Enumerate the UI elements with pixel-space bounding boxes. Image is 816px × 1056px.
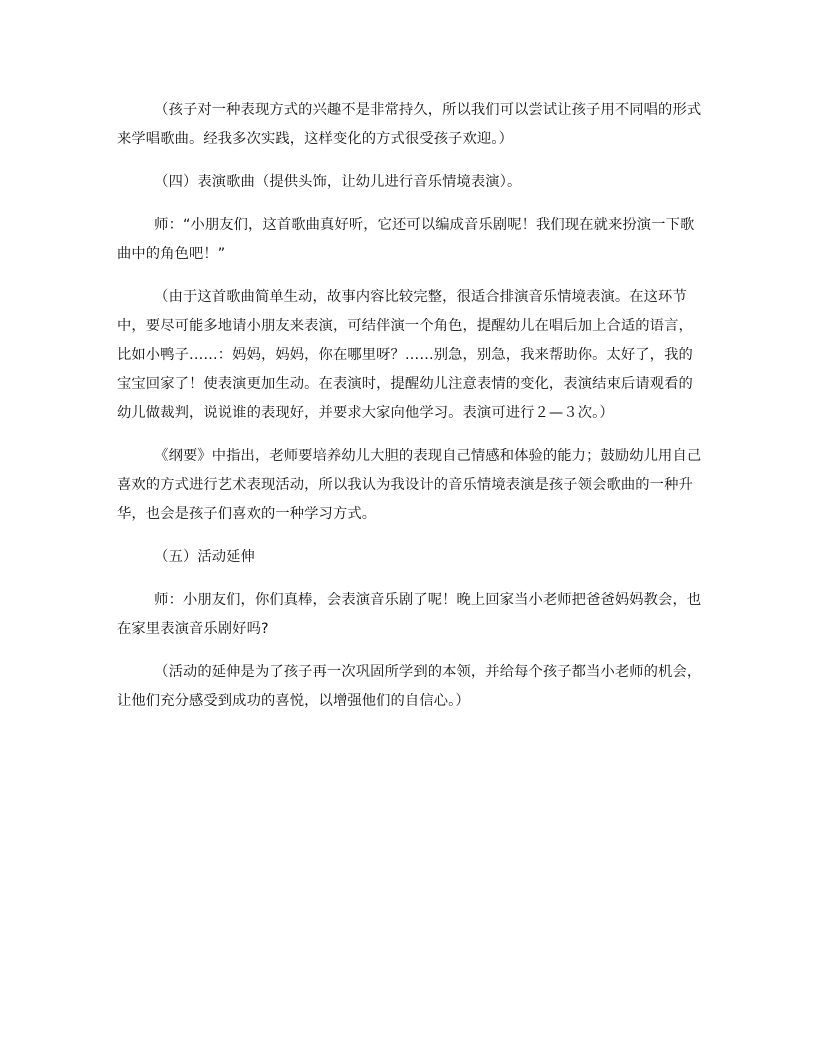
- paragraph-note-extension: （活动的延伸是为了孩子再一次巩固所学到的本领，并给每个孩子都当小老师的机会，让他们充分感受到成功的喜悦，以增强他们的自信心。）: [117, 664, 702, 709]
- paragraph-teacher-musical: 师：“小朋友们，这首歌曲真好听，它还可以编成音乐剧呢！我们现在就来扮演一下歌曲中的角色吧！”: [117, 217, 695, 262]
- section-heading-extension: （五）活动延伸: [154, 549, 255, 565]
- paragraph-teacher-home: 师：小朋友们，你们真棒，会表演音乐剧了呢！晚上回家当小老师把爸爸妈妈教会，也在家里表演音乐剧好吗?: [117, 592, 702, 637]
- section-heading-perform-song: （四）表演歌曲（提供头饰，让幼儿进行音乐情境表演）。: [154, 174, 522, 190]
- paragraph-note-performance: （由于这首歌曲简单生动，故事内容比较完整，很适合排演音乐情境表演。在这环节中，要尽可能多地请小朋友来表演，可结伴演一个角色，提醒幼儿在唱后加上合适的语言，比如小鸭子……：妈妈，妈妈，你在哪里呀？……别急，别急，我来帮助你。太好了，我的宝宝回家了！使表演更加生动。在表演时，提醒幼儿注意表情的变化，表演结束后请观看的幼儿做裁判，说说谁的表现好，并要求大家向他学习。表演可进行２—３次。）: [117, 289, 693, 421]
- paragraph-guideline: 《纲要》中指出，老师要培养幼儿大胆的表现自己情感和体验的能力；鼓励幼儿用自己喜欢的方式进行艺术表现活动，所以我认为我设计的音乐情境表演是孩子领会歌曲的一种升华，也会是孩子们喜欢的一种学习方式。: [117, 448, 702, 522]
- document-body: [117, 96, 702, 730]
- paragraph-note-interest: （孩子对一种表现方式的兴趣不是非常持久，所以我们可以尝试让孩子用不同唱的形式来学唱歌曲。经我多次实践，这样变化的方式很受孩子欢迎。）: [117, 102, 702, 147]
